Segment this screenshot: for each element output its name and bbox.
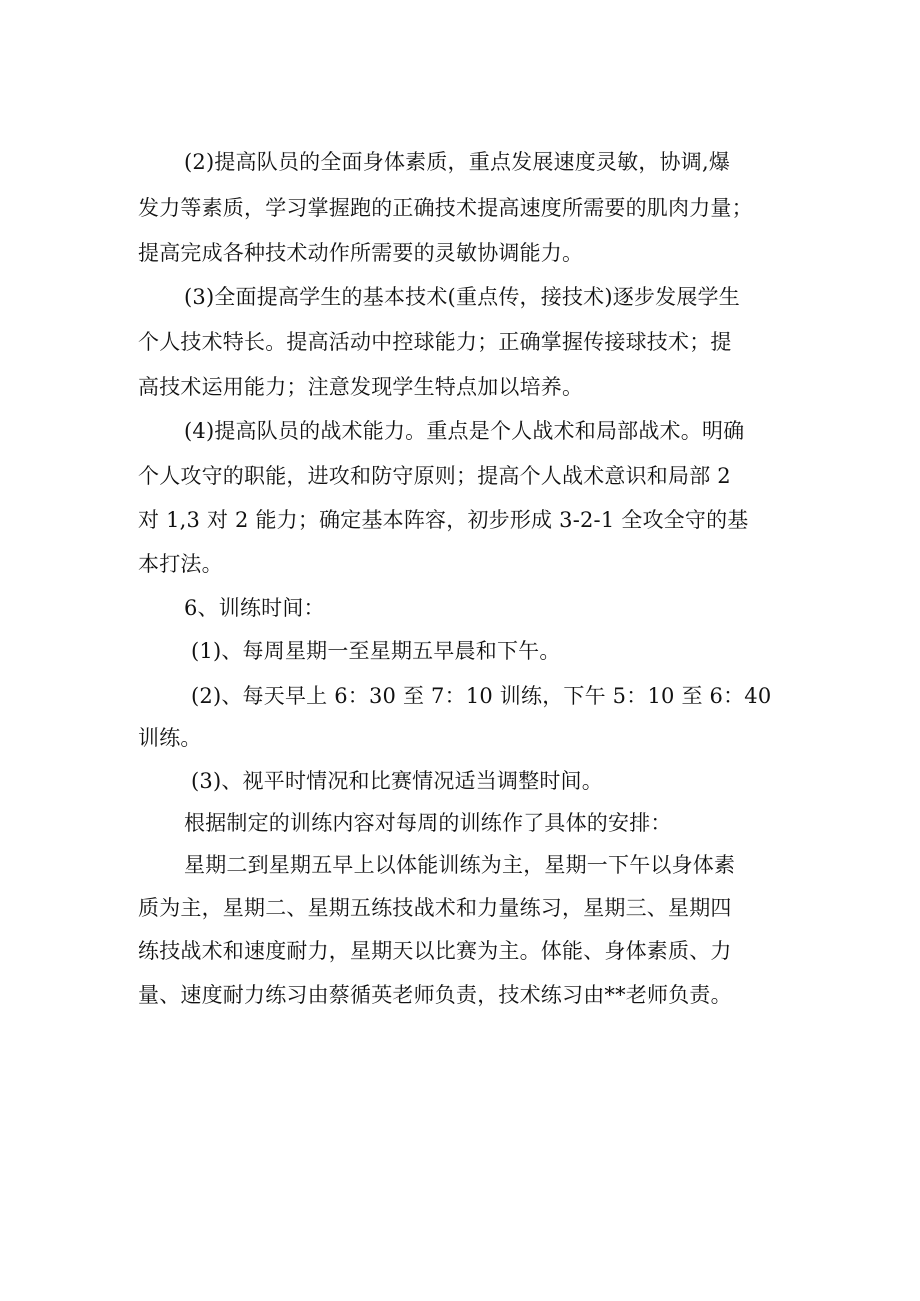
text-line: 量、速度耐力练习由蔡循英老师负责，技术练习由**老师负责。: [138, 983, 732, 1007]
text-line: 训练。: [138, 726, 202, 750]
text-line: 本打法。: [138, 552, 223, 576]
text-line: 根据制定的训练内容对每周的训练作了具体的安排：: [184, 811, 672, 835]
text-line: (4)提高队员的战术能力。重点是个人战术和局部战术。明确: [184, 419, 745, 443]
text-line: (1)、每周星期一至星期五早晨和下午。: [191, 639, 561, 663]
text-line: (2)、每天早上 6：30 至 7：10 训练，下午 5：10 至 6：40: [191, 684, 772, 708]
text-line: 质为主，星期二、星期五练技战术和力量练习，星期三、星期四: [138, 896, 732, 920]
text-line: 提高完成各种技术动作所需要的灵敏协调能力。: [138, 241, 584, 265]
text-line: 星期二到星期五早上以体能训练为主，星期一下午以身体素: [184, 853, 736, 877]
text-line: 高技术运用能力；注意发现学生特点加以培养。: [138, 375, 584, 399]
section-heading: 6、训练时间：: [184, 596, 325, 620]
text-line: 发力等素质，学习掌握跑的正确技术提高速度所需要的肌肉力量；: [138, 196, 753, 220]
text-line: (3)全面提高学生的基本技术(重点传，接技术)逐步发展学生: [184, 285, 740, 309]
text-line: 对 1,3 对 2 能力；确定基本阵容，初步形成 3-2-1 全攻全守的基: [138, 508, 749, 532]
text-line: (3)、视平时情况和比赛情况适当调整时间。: [191, 769, 603, 793]
text-line: (2)提高队员的全面身体素质，重点发展速度灵敏，协调,爆: [184, 150, 731, 174]
text-line: 个人攻守的职能，进攻和防守原则；提高个人战术意识和局部 2: [138, 464, 731, 488]
text-line: 练技战术和速度耐力，星期天以比赛为主。体能、身体素质、力: [138, 939, 732, 963]
text-line: 个人技术特长。提高活动中控球能力；正确掌握传接球技术；提: [138, 330, 732, 354]
